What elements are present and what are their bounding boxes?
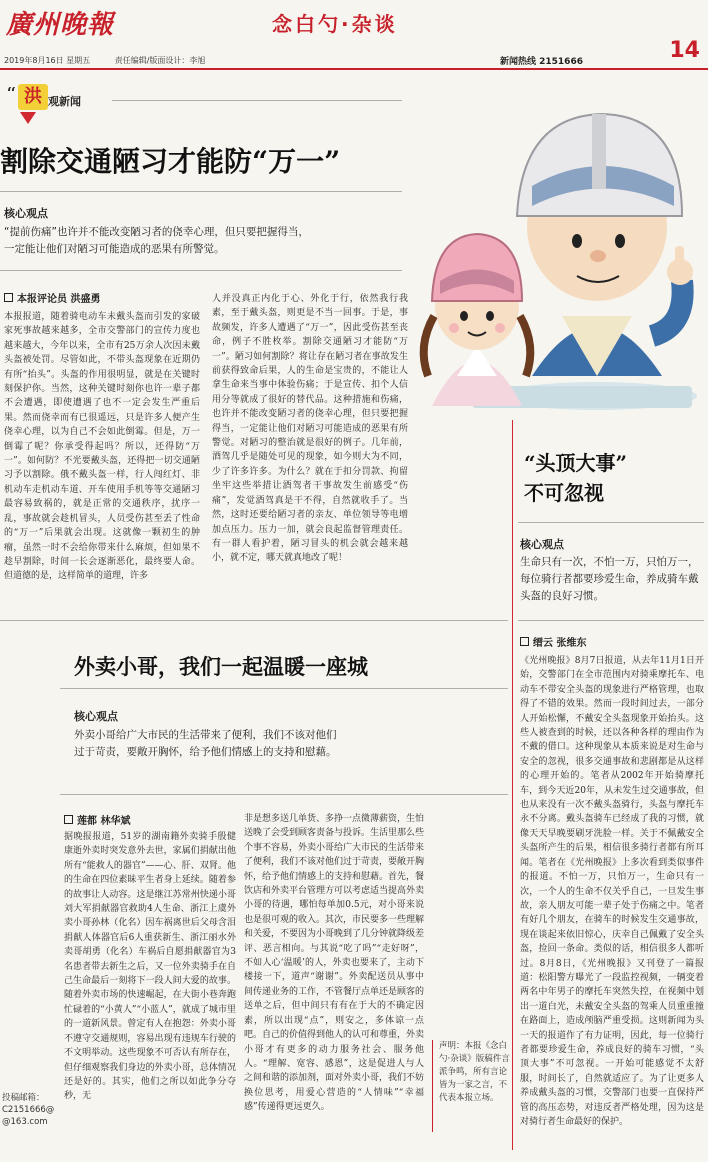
editor-text: 责任编辑/版面设计：李旭 xyxy=(114,56,206,65)
article2-kp-rule xyxy=(60,794,508,795)
contrib-label: 投稿邮箱： xyxy=(2,1093,45,1103)
article1-col1: 本报报道，随着骑电动车未戴头盔而引发的家破家死事故越来越多，全市交警部门的宣传力度也越来越大，今年以来，全市有25万余人次因未戴头盔被处罚。尽管如此，不带头盔现象在近期仍有所“抬头”。头盔的作用很明显，就是在关键时刻保护你。当然，这种关键时刻你也许一辈子都不会遭遇，即使遭遇了也不一定会发生严重后果。然而侥幸而有已很遥远，只是许多人便产生侥幸心理，以为自己不会如此倒霉。但是，万一倒霉了呢？你承受得起吗？所以，还得防“万一”。如何防？不光要戴头盔，还得把一切交通陋习予以割除。俄不戴头盔一样，行人闯红灯、非机动车走机动车道、开车使用手机等等交通陋习最容易致祸的，就是正常的交通秩序，扰序一乱，事故就会趁机冒头，人员受伤甚至丢了性命的“万一”后果就会出现。这就像一颗初生的肿瘤，虽然一时不会给你带来什么麻烦，但如果不趁早割除，时间一长会逐渐恶化，最终要人命。但道德的是，这样简单的道理，许多 xyxy=(4,312,200,582)
article3-body: 《光州晚报》8月7日报道，从去年11月1日开始，交警部门在全市范围内对骑乘摩托车、电动车不带安全头盔的现象进行严格管理，也取得了不错的效果。然而一段时间过去，一部分人开始松懈，不戴安全头盔现象开始抬头。这些人被查到的时候，还以各种各样的理由作为不戴的借口。这种现象从本质来说是对生命与安全的忽视，很多交通事故和悲剧都是从这样的心理开始的。笔者从2002年开始骑摩托车，到今天近20年，从未发生过交通事故，但也从来没有一次不戴头盔骑行，头盔与摩托车永不分离。戴头盔骑车已经成了我的习惯，就像天天早晚要刷牙洗脸一样。关于不佩戴安全头盔所产生的后果，相信很多骑行者都有所耳闻。笔者在《光州晚报》上多次看到类似事件的报道。不怕一万，只怕万一，生命只有一次，一个人的生命不仅关乎自己，一旦发生事故，亲人朋友可能一辈子处于伤痛之中。笔者有好几个朋友，在骑车的时候发生交通事故，现在谈起来依旧惊心，庆幸自己佩戴了安全头盔，捡回一条命。类似的话，相信很多人都听过。8月8日，《光州晚报》又刊登了一篇报道：松阳警方曝光了一段监控视频，一辆变着两名中年男子的摩托车突然失控，在视频中划出一道白光，未戴安全头盔的驾乘人员重重撞在路面上，造成颅脑严重受损。这则新闻为头一天的报道作了有力证明，因此，每一位骑行者都要珍爱生命，养成良好的骑车习惯，“头顶大事”不可忽视。一开始可能感觉不太舒服，时间长了，自然就适应了。为了让更多人养成戴头盔的习惯，交警部门也要一直保持严管的高压态势，对违反者严格处理，因为这是对骑行者生命最好的保护。 xyxy=(520,656,704,1127)
article2-kp-text: 外卖小哥给广大市民的生活带来了便利，我们不该对他们过于苛责，要敞开胸怀，给予他们情感上的支持和慰藉。 xyxy=(74,729,337,758)
tag-rule xyxy=(112,100,402,101)
byline-square-icon xyxy=(64,815,73,824)
article3-kp-rule xyxy=(518,620,704,621)
contrib-email1: C2151666@ xyxy=(2,1105,55,1115)
article3-kp-text: 生命只有一次，不怕一万，只怕万一，每位骑行者都要珍爱生命，养成骑车戴头盔的良好习惯。 xyxy=(520,556,699,602)
hotline: 新闻热线 2151666 xyxy=(500,57,583,67)
article2-kp-label: 核心观点 xyxy=(74,710,118,723)
tag-pointer-icon xyxy=(20,112,36,124)
byline-square-icon xyxy=(4,293,13,302)
article1-headline: 割除交通陋习才能防“万一” xyxy=(0,145,341,178)
contribution-info xyxy=(2,1092,54,1128)
article3-headline-line2: 不可忽视 xyxy=(524,481,604,505)
article2-byline xyxy=(64,812,130,827)
page-number: 14 xyxy=(669,38,700,63)
article3-headline-line1: “头顶大事” xyxy=(524,451,628,475)
article1-kp-text: “提前伤痛”也许并不能改变陋习者的侥幸心理，但只要把握得当，一定能让他们对陋习可能造成的恶果有所警觉。 xyxy=(4,226,309,255)
issue-date xyxy=(4,55,205,66)
helmet-illustration xyxy=(412,76,704,416)
article1-kp-rule xyxy=(0,270,402,271)
article3-byline xyxy=(520,634,586,649)
article1-kp-label: 核心观点 xyxy=(4,207,48,220)
mid-rule xyxy=(0,620,508,621)
svg-text:“: “ xyxy=(6,87,17,101)
article3-kp-label: 核心观点 xyxy=(520,538,564,551)
date-text: 2019年8月16日 星期五 xyxy=(4,56,91,65)
contrib-email2: @163.com xyxy=(2,1117,48,1127)
masthead: 廣州晚報 xyxy=(6,10,115,40)
header-rule xyxy=(0,68,708,70)
article3-byline-text: 缙云 张维东 xyxy=(533,638,587,649)
article1-col2: 人并没真正内化于心、外化于行，依然我行我素，至于戴头盔，则更是不当一回事。于是，事故频发，许多人遭遇了“万一”，因此受伤甚至丧命，例子不胜枚举。割除交通陋习才能防“万一”。陋习如何割除？将让存在陋习者在事故发生前获得致命后果，人的生命是宝贵的，不能让人拿生命来当事中体验伤痛；于是宣传、扣个人信用分等就成了很好的替代品。这种措施和伤痛，也许并不能改变陋习者的侥幸心理，但只要把握得当，一定能让他们对陋习可能造成的恶果有所警觉。对陋习的整治就是很好的例子。几年前，酒驾几乎是随处可见的现象，如今则大为不同，少了许多许多。为什么？就在于扣分罚款、拘留坐牢这些举措让酒驾者干事故发生前感受“伤痛”，发觉酒驾真是干不得，自然就收手了。当然，这时还要给陋习者的亲友、单位领导等电增加点压力。压力一加，就会良起监督管理责任。有一群人看护着，陋习冒头的机会就会越来越小，就不定，哪天就真地改了呢！ xyxy=(212,294,408,564)
article2-headline: 外卖小哥，我们一起温暖一座城 xyxy=(74,654,368,679)
article3-rule xyxy=(518,522,704,523)
article2-byline-text: 莲都 林华斌 xyxy=(77,816,131,827)
statement-note: 声明：本报《念白勺·杂谈》版稿件言派争鸣，所有言论皆为一家之言，不代表本报立场。 xyxy=(432,1040,515,1132)
article1-byline xyxy=(4,290,100,305)
column-tag-text: 观新闻 xyxy=(48,95,81,108)
column-tag-hong: 洪 xyxy=(18,84,48,110)
byline-square-icon xyxy=(520,637,529,646)
article1-rule xyxy=(0,191,402,192)
article2-col2: 非是想多送几单货、多挣一点微薄薪资，生怕送晚了会受到顾客责备与投诉。生活里那么些个事不容易，外卖小哥给广大市民的生活带来了便利，我们不该对他们过于苛责，要敞开胸怀，给予他们情感上的支持和慰藉。首先，餐饮店和外卖平台管理方可以考虑适当提高外卖小哥的待遇，哪怕每单加0.5元，对小哥来说也是很可观的收入。其次，市民要多一些理解和关爱，不要因为小哥晚到了几分钟就降级差评、恶言相向。与其说“吃了吗”“走好呀”，不如人心‘温暖’的人，外卖也要来了，主动下楼接一下，道声“谢谢”。外卖配送员从事中间传递业务的工作，不管餐厅点单还是顾客的送单之后，但中间只有有在于大的不确定因素，所以出现“点”，则安之，多体谅一点吧。自己的价值得到他人的认可和尊重，外卖小哥才有更多的动力服务社会、服务他人。“理解、宽容、感恩”，这是促进人与人之间和谐的添加剂，面对外卖小哥，我们不妨换位思考，用爱心营造的“人情味”“幸福感”传递得更远更久。 xyxy=(244,814,424,1113)
article3-headline xyxy=(524,448,627,508)
article2-rule xyxy=(60,688,508,689)
article1-byline-text: 本报评论员 洪盛勇 xyxy=(17,294,101,305)
article2-col1: 据晚报报道，51岁的湖南籍外卖骑手殷健康逝外卖时突发意外去世，家属们捐献出他所有“能救人的器官”——心、肝、双肾。他的生命在四位素昧平生者身上延续。随着参的故事让人动容。这是继江苏常州快递小哥刘大军捐献器官救助4人生命、浙江上虞外卖小哥孙林（化名）因车祸离世后父母含泪捐献人体器官后6人重获新生、浙江丽水外卖哥胡勇（化名）车祸后自愿捐献器官为3名患者带去新生之后，又一位外卖骑手在自己生命最后一刻将下一段人间大爱的故事。随着外卖市场的快速崛起，在大街小巷奔跑忙碌着的“小黄人”“小蓝人”，就成了城市里的一道新风景。曾定有人在抱怨：外卖小哥不遵守交通规则，容易出现有违规车行驶的不文明举动。这些现象不可否认有所存在，但仔细观察我们身边的外卖小哥，总体情况还是好的。其实，他们之所以如此争分夺秒，无 xyxy=(64,832,236,1102)
section-title: 念白勺·杂谈 xyxy=(272,12,398,36)
